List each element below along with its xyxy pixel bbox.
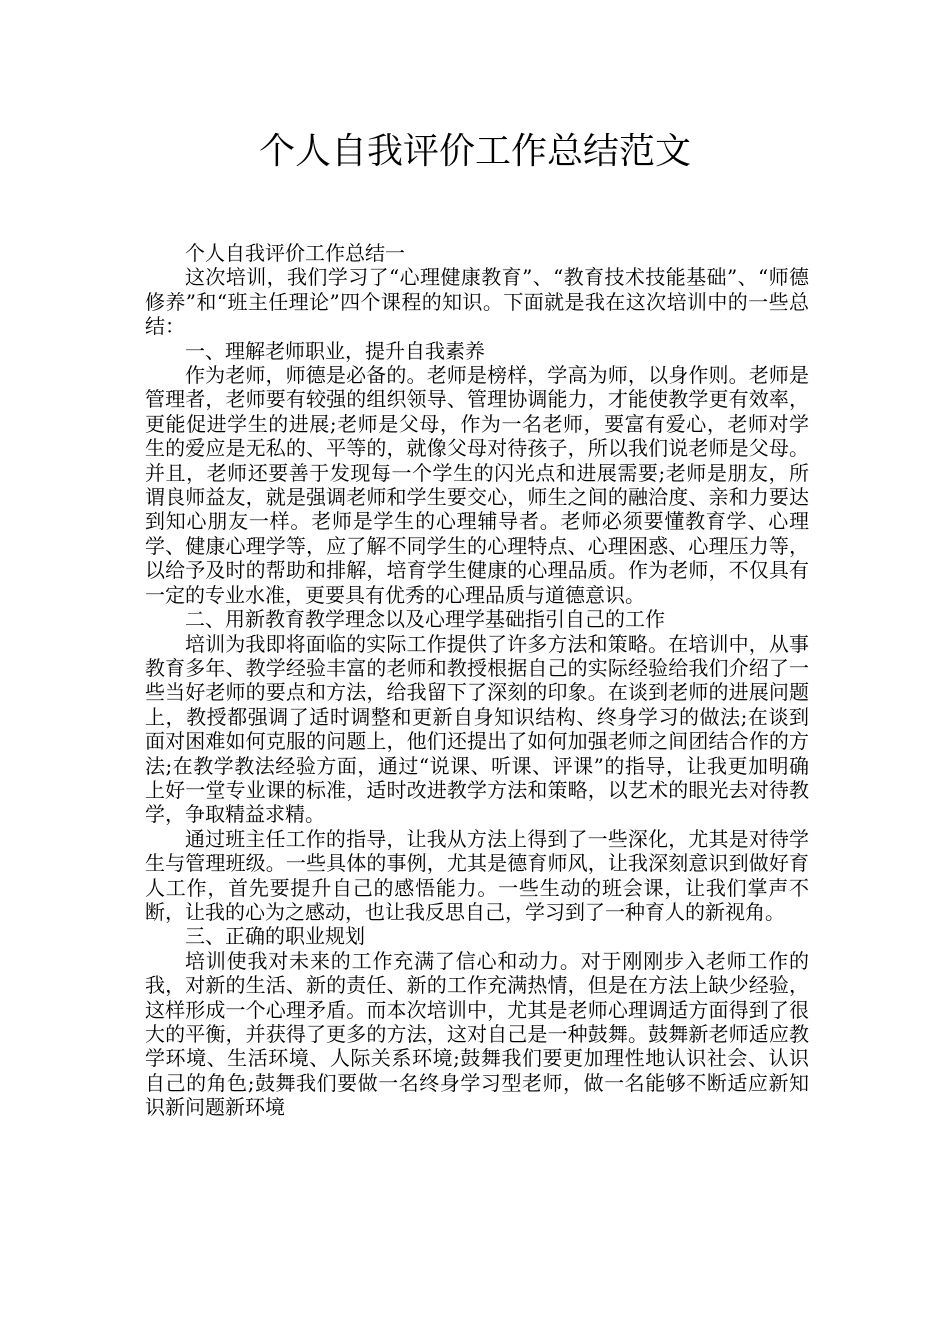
paragraph-class-teacher: 通过班主任工作的指导，让我从方法上得到了一些深化，尤其是对待学生与管理班级。一些具体的事例，尤其是德育师风，让我深刻意识到做好育人工作，首先要提升自己的感悟能力。一些生动的班会课，让我们掌声不断，让我的心为之感动，也让我反思自己，学习到了一种育人的新视角。 (145, 826, 809, 924)
paragraph-training-methods: 培训为我即将面临的实际工作提供了许多方法和策略。在培训中，从事教育多年、教学经验丰富的老师和教授根据自己的实际经验给我们介绍了一些当好老师的要点和方法，给我留下了深刻的印象。在谈到老师的进展问题上，教授都强调了适时调整和更新自身知识结构、终身学习的做法;在谈到面对困难如何克服的问题上，他们还提出了如何加强老师之间团结合作的方法;在教学教法经验方面，通过“说课、听课、评课”的指导，让我更加明确上好一堂专业课的标准，适时改进教学方法和策略，以艺术的眼光去对待教学，争取精益求精。 (145, 631, 809, 827)
paragraph-career-plan: 培训使我对未来的工作充满了信心和动力。对于刚刚步入老师工作的我，对新的生活、新的责任、新的工作充满热情，但是在方法上缺少经验，这样形成一个心理矛盾。而本次培训中，尤其是老师心理调适方面得到了很大的平衡，并获得了更多的方法，这对自己是一种鼓舞。鼓舞新老师适应教学环境、生活环境、人际关系环境;鼓舞我们要更加理性地认识社会、认识自己的角色;鼓舞我们要做一名终身学习型老师，做一名能够不断适应新知识新问题新环境 (145, 948, 809, 1120)
paragraph-intro: 这次培训，我们学习了“心理健康教育”、“教育技术技能基础”、“师德修养”和“班主任理论”四个课程的知识。下面就是我在这次培训中的一些总结： (145, 265, 809, 339)
section-heading-summary-one: 个人自我评价工作总结一 (185, 241, 405, 265)
paragraph-teacher-role: 作为老师，师德是必备的。老师是榜样，学高为师，以身作则。老师是管理者，老师要有较强的组织领导、管理协调能力，才能使教学更有效率，更能促进学生的进展;老师是父母，作为一名老师，要富有爱心，老师对学生的爱应是无私的、平等的，就像父母对待孩子，所以我们说老师是父母。并且，老师还要善于发现每一个学生的闪光点和进展需要;老师是朋友，所谓良师益友，就是强调老师和学生要交心，师生之间的融洽度、亲和力要达到知心朋友一样。老师是学生的心理辅导者。老师必须要懂教育学、心理学、健康心理学等，应了解不同学生的心理特点、心理困惑、心理压力等，以给予及时的帮助和排解，培育学生健康的心理品质。作为老师，不仅具有一定的专业水准，更要具有优秀的心理品质与道德意识。 (145, 363, 809, 607)
document-title: 个人自我评价工作总结范文 (258, 131, 691, 172)
section-heading-1: 一、理解老师职业，提升自我素养 (185, 338, 485, 363)
section-heading-2: 二、用新教育教学理念以及心理学基础指引自己的工作 (185, 607, 665, 632)
document-body (145, 241, 809, 1120)
section-heading-3: 三、正确的职业规划 (185, 924, 365, 949)
